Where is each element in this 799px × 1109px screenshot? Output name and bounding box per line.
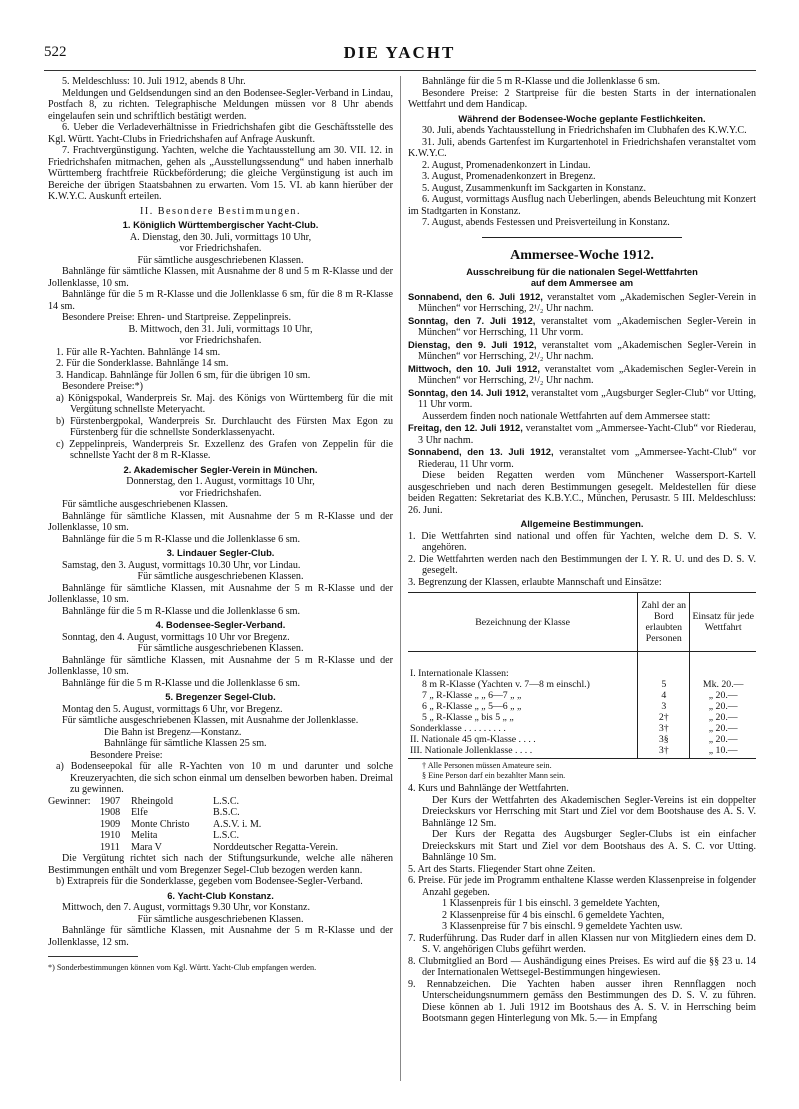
class-persons: 5	[638, 679, 690, 690]
winners-list	[48, 796, 393, 854]
list-item: 3. Handicap. Bahnlänge für Jollen 6 sm, für die übrigen 10 sm.	[56, 369, 311, 381]
race-text: veranstaltet vom „Akademischen Segler-Verein in München“ vor Herrsching, 2¹/₂ Uhr nachm.	[418, 291, 756, 314]
paragraph: 1 Klassenpreis für 1 bis einschl. 3 gemeldete Yachten,	[442, 898, 660, 909]
paragraph: Der Kurs der Regatta des Augsburger Segler-Clubs ist ein einfacher Dreieckskurs mit Start und Ziel vor dem Bootshaus des A. S. C. vor Utting. Bahnlänge 10 Sm.	[422, 829, 756, 863]
footnote: *) Sonderbestimmungen können vom Kgl. Württ. Yacht-Club empfangen werden.	[48, 963, 317, 972]
article-title: Ammersee-Woche 1912.	[510, 247, 654, 263]
race-text: veranstaltet vom „Akademischen Segler-Verein in München“ vor Herrsching, 2¹/₂ Uhr nachm.	[418, 339, 756, 362]
list-item: 2. Die Wettfahrten werden nach den Bestimmungen der I. Y. R. U. und des D. S. V. gesegelt.	[408, 553, 756, 576]
paragraph: 31. Juli, abends Gartenfest im Kurgartenhotel in Friedrichshafen veranstaltet vom K.W.Y.C.	[408, 136, 756, 159]
class-persons: 3§	[638, 734, 690, 745]
paragraph: Bahnlänge für sämtliche Klassen, mit Ausnahme der 5 m R-Klasse und der Jollenklasse, 10 sm.	[48, 654, 393, 677]
winner-club: Norddeutscher Regatta-Verein.	[213, 841, 338, 853]
paragraph: Für sämtliche ausgeschriebenen Klassen.	[62, 499, 228, 510]
list-item: 1. Die Wettfahrten sind national und offen für Yachten, welche dem D. S. V. angehören.	[408, 530, 756, 553]
club-heading: 1. Königlich Württembergischer Yacht-Club.	[122, 219, 319, 230]
class-persons: 3†	[638, 723, 690, 734]
column-header: Einsatz für jede Wettfahrt	[690, 593, 756, 652]
paragraph: 5. August, Zusammenkunft im Sackgarten in Konstanz.	[422, 182, 646, 194]
winner-club: L.S.C.	[213, 795, 240, 807]
table-row	[408, 723, 756, 734]
class-name: 6 „ R-Klasse „ „ 5—6 „ „	[422, 701, 522, 712]
paragraph: Die Bahn ist Bregenz—Konstanz.	[104, 726, 242, 738]
winner-boat: Melita	[131, 830, 158, 841]
list-item: 2. Für die Sonderklasse. Bahnlänge 14 sm.	[56, 358, 229, 369]
list-item: 7. Ruderführung. Das Ruder darf in allen Klassen nur von Mitgliedern eines dem D. S. V. angehörigen Clubs geführt werden.	[408, 932, 756, 955]
column-divider	[400, 76, 401, 1081]
paragraph: Bahnlänge für die 5 m R-Klasse und die Jollenklasse 6 sm.	[62, 533, 301, 545]
race-date: Sonntag, den 7. Juli 1912,	[408, 314, 536, 326]
race-entry	[408, 422, 756, 446]
section-divider	[482, 237, 682, 238]
festivities-heading: Während der Bodensee-Woche geplante Festlichkeiten.	[458, 112, 706, 124]
race-date: Sonnabend, den 6. Juli 1912,	[408, 290, 543, 302]
class-fee: „ 20.—	[690, 734, 756, 745]
paragraph: Bahnlänge für sämtliche Klassen, mit Ausnahme der 8 und 5 m R-Klasse und der Jollenklasse, 10 sm.	[48, 266, 393, 289]
header-rule	[44, 70, 756, 71]
table-header-row	[408, 593, 756, 652]
race-date: Freitag, den 12. Juli 1912,	[408, 422, 523, 433]
class-fee: „ 20.—	[690, 712, 756, 723]
paragraph: Für sämtliche ausgeschriebenen Klassen, mit Ausnahme der Jollenklasse.	[62, 715, 359, 726]
race-text: veranstaltet vom „Augsburger Segler-Club“ vor Utting, 11 Uhr vorm.	[418, 387, 756, 410]
paragraph: A. Dienstag, den 30. Juli, vormittags 10 Uhr,	[129, 231, 312, 243]
paragraph: 5. Meldeschluss: 10. Juli 1912, abends 8 Uhr.	[62, 76, 246, 87]
list-item: 4. Kurs und Bahnlänge der Wettfahrten.	[408, 783, 569, 794]
paragraph: 6. August, vormittags Ausflug nach Ueberlingen, abends Beleuchtung mit Konzert im Stadtgarten in Konstanz.	[408, 194, 756, 217]
left-column	[48, 76, 393, 973]
race-text: veranstaltet vom „Ammersee-Yacht-Club“ vor Riederau, 3 Uhr nachm.	[418, 423, 756, 446]
race-entry	[408, 387, 756, 411]
winner-row	[48, 819, 393, 831]
class-persons: 4	[638, 690, 690, 701]
list-item: 8. Clubmitglied an Bord — Aushändigung eines Preises. Es wird auf die §§ 23 u. 14 der Internationalen Wettsegel-Bestimmungen hingewiesen.	[408, 955, 756, 978]
table-row	[408, 701, 756, 712]
class-name: Sonderklasse . . . . . . . . .	[410, 723, 506, 734]
race-entry	[408, 315, 756, 339]
class-persons: 3	[638, 701, 690, 712]
class-fee	[690, 652, 756, 680]
paragraph: Donnerstag, den 1. August, vormittags 10 Uhr,	[126, 476, 315, 487]
class-fee: Mk. 20.—	[690, 679, 756, 690]
paragraph: Besondere Preise: Ehren- und Startpreise. Zeppelinpreis.	[62, 312, 292, 323]
list-item: 5. Art des Starts. Fliegender Start ohne Zeiten.	[408, 863, 596, 875]
list-item: a) Königspokal, Wanderpreis Sr. Maj. des Königs von Württemberg für die mit Vergütung schnellste Meteryacht.	[56, 392, 393, 415]
winner-row	[48, 830, 393, 842]
paragraph: 7. August, abends Festessen und Preisverteilung in Konstanz.	[422, 217, 670, 228]
list-item: 6. Preise. Für jede im Programm enthaltene Klasse werden Klassenpreise in folgender Anzahl gegeben.	[408, 875, 756, 898]
class-name: 8 m R-Klasse (Yachten v. 7—8 m einschl.)	[422, 679, 590, 690]
paragraph: Bahnlänge für die 5 m R-Klasse und die Jollenklasse 6 sm.	[422, 76, 661, 87]
paragraph: vor Friedrichshafen.	[179, 487, 262, 499]
general-rules-heading: Allgemeine Bestimmungen.	[520, 518, 644, 529]
race-text: veranstaltet vom „Akademischen Segler-Verein in München“ vor Herrsching, 2¹/₂ Uhr nachm.	[418, 363, 756, 386]
article-subtitle: auf dem Ammersee am	[530, 277, 634, 288]
winner-row	[48, 796, 393, 808]
paragraph: 30. Juli, abends Yachtausstellung in Friedrichshafen im Clubhafen des K.W.Y.C.	[422, 125, 747, 136]
winner-club: L.S.C.	[213, 830, 240, 841]
right-column	[408, 76, 756, 1025]
winner-row	[48, 807, 393, 819]
winner-boat: Elfe	[131, 807, 148, 818]
paragraph: 6. Ueber die Verladeverhältnisse in Friedrichshafen gibt die Geschäftsstelle des Kgl. Württ. Yacht-Clubs in Friedrichshafen auf Anfrage Auskunft.	[48, 122, 393, 145]
race-entry	[408, 446, 756, 470]
column-header: Bezeichnung der Klasse	[408, 593, 638, 652]
class-persons: 3†	[638, 745, 690, 759]
winner-boat: Rheingold	[131, 795, 174, 807]
article-subtitle: Ausschreibung für die nationalen Segel-Wettfahrten	[466, 265, 698, 277]
class-name: III. Nationale Jollenklasse . . . .	[408, 745, 638, 759]
list-item: b) Fürstenbergpokal, Wanderpreis Sr. Durchlaucht des Fürsten Max Egon zu Fürstenberg für die schnellste Sonderklassenyacht.	[56, 415, 393, 438]
class-name: 7 „ R-Klasse „ „ 6—7 „ „	[422, 690, 522, 701]
winner-year: 1907	[100, 795, 121, 807]
paragraph: Besondere Preise: 2 Startpreise für die besten Starts in der internationalen Wettfahrt und dem Handicap.	[408, 87, 756, 110]
paragraph: Sonntag, den 4. August, vormittags 10 Uhr vor Bregenz.	[62, 631, 290, 643]
race-date: Sonntag, den 14. Juli 1912,	[408, 386, 529, 398]
list-item: 3. Begrenzung der Klassen, erlaubte Mannschaft und Einsätze:	[408, 576, 662, 588]
table-row	[408, 690, 756, 701]
class-persons	[638, 652, 690, 680]
club-heading: 6. Yacht-Club Konstanz.	[167, 889, 274, 901]
paragraph: Samstag, den 3. August, vormittags 10.30 Uhr, vor Lindau.	[62, 559, 301, 571]
class-table	[408, 592, 756, 759]
paragraph: Der Kurs der Wettfahrten des Akademischen Segler-Vereins ist ein doppelter Dreieckskurs vor Herrsching mit Start und Ziel vor dem Bootshause des A. S. V. Bahnlänge 12 Sm.	[422, 794, 756, 829]
club-heading: 2. Akademischer Segler-Verein in München.	[123, 463, 318, 475]
paragraph: 2 Klassenpreise für 4 bis einschl. 6 gemeldete Yachten,	[442, 909, 665, 921]
paragraph: Für sämtliche ausgeschriebenen Klassen.	[137, 254, 304, 266]
footnote-rule	[48, 956, 138, 957]
paragraph: Bahnlänge für die 5 m R-Klasse und die Jollenklasse 6 sm, für die 8 m R-Klasse 14 sm.	[48, 289, 393, 312]
list-item: a) Bodenseepokal für alle R-Yachten von 10 m und darunter und solche Kreuzeryachten, die sich schon einmal um denselben beworben haben. Dreimal zu gewinnen.	[56, 761, 393, 795]
winner-club: A.S.V. i. M.	[213, 818, 262, 830]
winner-year: 1911	[100, 841, 120, 853]
winner-boat: Monte Christo	[131, 818, 190, 830]
paragraph: Bahnlänge für sämtliche Klassen 25 sm.	[104, 738, 267, 749]
table-row	[408, 712, 756, 723]
winner-year: 1910	[100, 830, 121, 841]
paragraph: vor Friedrichshafen.	[179, 335, 262, 346]
list-item: 1. Für alle R-Yachten. Bahnlänge 14 sm.	[56, 346, 221, 358]
club-heading: 4. Bodensee-Segler-Verband.	[155, 619, 286, 630]
winners-label: Gewinner:	[48, 795, 91, 807]
paragraph: Für sämtliche ausgeschriebenen Klassen.	[137, 571, 304, 582]
club-heading: 3. Lindauer Segler-Club.	[166, 547, 275, 558]
class-fee: „ 20.—	[690, 701, 756, 712]
paragraph: Montag den 5. August, vormittags 6 Uhr, vor Bregenz.	[62, 703, 283, 715]
race-text: veranstaltet vom „Ammersee-Yacht-Club“ vor Riederau, 11 Uhr vorm.	[418, 447, 756, 470]
paragraph: Meldungen und Geldsendungen sind an den Bodensee-Segler-Verband in Lindau, Postfach 8, zu richten. Telegraphische Meldungen müssen vor 8 Uhr abends eingelaufen sein und schriftlich bestätigt werden.	[48, 87, 393, 122]
winner-year: 1908	[100, 807, 121, 818]
paragraph: 3 Klassenpreise für 7 bis einschl. 9 gemeldete Yachten usw.	[442, 921, 683, 932]
paragraph: Diese beiden Regatten werden vom Münchener Wassersport-Kartell ausgeschrieben und nach deren Bestimmungen gesegelt. Meldestellen für diese beiden Regatten: Sekretariat des K.B.Y.C., München, Perusastr. 5 III. Meldeschluss: 26. Juni.	[408, 470, 756, 516]
table-row	[408, 679, 756, 690]
paragraph: 3. August, Promenadenkonzert in Bregenz.	[422, 171, 596, 182]
paragraph: Bahnlänge für die 5 m R-Klasse und die Jollenklasse 6 sm.	[62, 677, 301, 689]
paragraph: Mittwoch, den 7. August, vormittags 9.30 Uhr, vor Konstanz.	[62, 902, 310, 913]
race-entry	[408, 339, 756, 363]
race-date: Sonnabend, den 13. Juli 1912,	[408, 446, 554, 457]
paragraph: B. Mittwoch, den 31. Juli, vormittags 10 Uhr,	[128, 323, 313, 335]
paragraph: Bahnlänge für sämtliche Klassen, mit Ausnahme der 5 m R-Klasse und der Jollenklasse, 12 sm.	[48, 925, 393, 948]
list-item: b) Extrapreis für die Sonderklasse, gegeben vom Bodensee-Segler-Verband.	[56, 876, 363, 887]
paragraph: Bahnlänge für die 5 m R-Klasse und die Jollenklasse 6 sm.	[62, 605, 301, 617]
paragraph: Bahnlänge für sämtliche Klassen, mit Ausnahme der 5 m R-Klasse und der Jollenklasse, 10 sm.	[48, 582, 393, 605]
page-number: 522	[44, 44, 67, 60]
list-item: c) Zeppelinpreis, Wanderpreis Sr. Exzellenz des Grafen von Zeppelin für die schnellste Yacht der 8 m R-Klasse.	[56, 438, 393, 461]
section-heading: II. Besondere Bestimmungen.	[139, 205, 302, 217]
journal-title: DIE YACHT	[343, 43, 456, 62]
class-name: 5 „ R-Klasse „ bis 5 „ „	[422, 712, 514, 723]
class-persons: 2†	[638, 712, 690, 723]
club-heading: 5. Bregenzer Segel-Club.	[165, 691, 276, 702]
race-date: Mittwoch, den 10. Juli 1912,	[408, 362, 540, 374]
winner-boat: Mara V	[131, 841, 162, 853]
winner-club: B.S.C.	[213, 807, 240, 818]
paragraph: Für sämtliche ausgeschriebenen Klassen.	[137, 643, 304, 654]
class-fee: „ 20.—	[690, 723, 756, 734]
race-date: Dienstag, den 9. Juli 1912,	[408, 338, 537, 350]
paragraph: vor Friedrichshafen.	[179, 243, 262, 254]
table-note: § Eine Person darf ein bezahlter Mann sein.	[422, 770, 566, 780]
paragraph: Die Vergütung richtet sich nach der Stiftungsurkunde, welche alle näheren Bestimmungen enthält und vom Bregenzer Segel-Club bezogen werden kann.	[48, 853, 393, 876]
winner-row	[48, 842, 393, 854]
paragraph: Für sämtliche ausgeschriebenen Klassen.	[137, 913, 304, 925]
paragraph: Ausserdem finden noch nationale Wettfahrten auf dem Ammersee statt:	[422, 410, 711, 422]
column-header: Zahl der an Bord erlaubten Personen	[638, 593, 690, 652]
class-fee: „ 20.—	[690, 690, 756, 701]
race-entry	[408, 363, 756, 387]
race-text: veranstaltet vom „Akademischen Segler-Verein in München“ vor Herrsching, 11 Uhr vorm.	[418, 315, 756, 338]
table-row	[408, 745, 756, 759]
class-name: I. Internationale Klassen:	[410, 668, 509, 679]
page-header	[44, 44, 755, 66]
table-note: † Alle Personen müssen Amateure sein.	[422, 761, 552, 770]
winner-year: 1909	[100, 818, 121, 830]
class-fee: „ 10.—	[690, 745, 756, 759]
class-name: II. Nationale 45 qm-Klasse . . . .	[410, 734, 536, 745]
table-row	[408, 652, 756, 680]
table-row	[408, 734, 756, 745]
race-entry	[408, 291, 756, 315]
paragraph: 7. Frachtvergünstigung. Yachten, welche die Yachtausstellung am 30. VII. 12. in Friedrichshafen mitmachen, gehen als „Ausstellungssendung“ und haben innerhalb Württemberg frachtfreie Rückbeförderung; die gleiche Vergünstigung ist auch im Bereiche der übrigen Staatsbahnen zu erwarten. Vom 15. VI. ab kann hierüber der K.W.Y.C. Auskunft erteilen.	[48, 145, 393, 202]
paragraph: Besondere Preise:*)	[62, 381, 144, 392]
paragraph: 2. August, Promenadenkonzert in Lindau.	[422, 159, 591, 171]
paragraph: Besondere Preise:	[90, 749, 163, 761]
list-item: 9. Rennabzeichen. Die Yachten haben ausser ihren Rennflaggen noch Unterscheidungsnummern gemäss den Bestimmungen des D. S. V. zu führen. Diese können ab 1. Juli 1912 im Bootshaus des A. S. V. in Herrsching beim Bootsmann gegen Hinterlegung von Mk. 5.— in Empfang	[408, 978, 756, 1024]
paragraph: Bahnlänge für sämtliche Klassen, mit Ausnahme der 5 m R-Klasse und der Jollenklasse, 10 sm.	[48, 510, 393, 533]
